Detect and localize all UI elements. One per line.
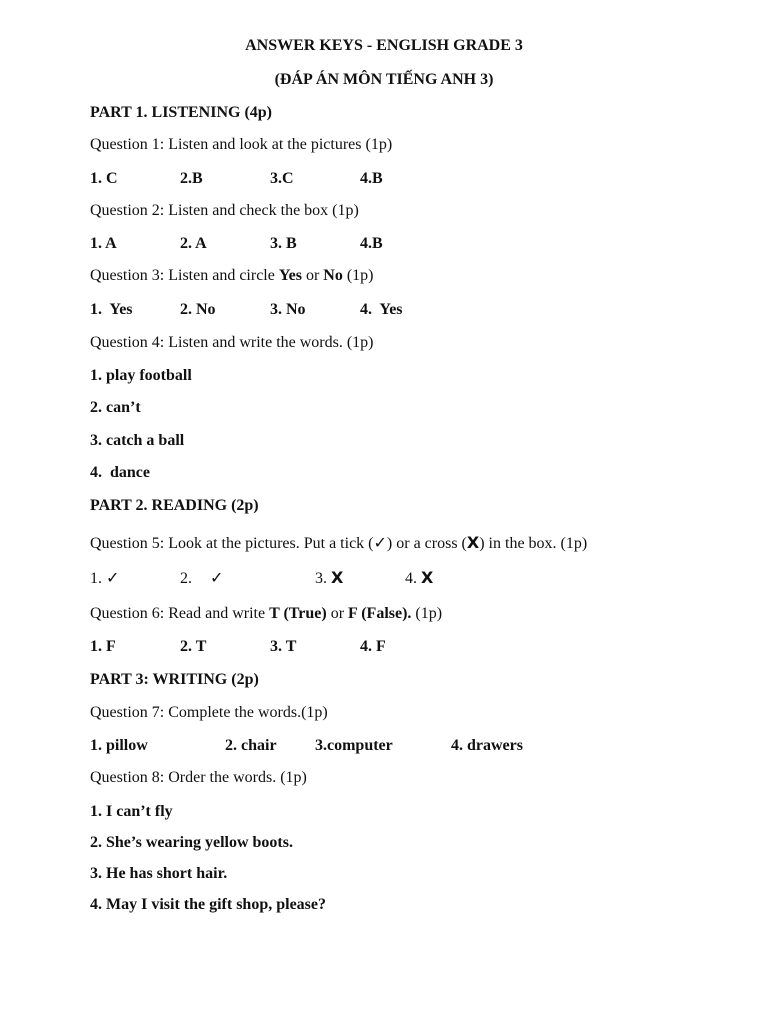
answer-item: 1. Yes [90,301,133,318]
prompt-text: Question 3: Listen and circle [90,267,279,284]
prompt-text: or [326,605,349,622]
question-5-prompt [90,533,587,554]
answer-item: 4. Yes [360,301,403,318]
answer-item: 4.B [360,235,383,252]
answer-item: 3. No [270,301,306,318]
part-3-heading: PART 3: WRITING (2p) [90,671,259,688]
answer-item: 3.computer [315,737,393,754]
question-6-answers [0,637,768,657]
question-7-prompt: Question 7: Complete the words.(1p) [90,704,328,721]
part-2-heading: PART 2. READING (2p) [90,497,259,514]
answer-item [90,568,119,589]
prompt-emphasis-no: No [323,267,343,284]
answer-item: 2. A [180,235,207,252]
answer-item: 1. F [90,638,116,655]
answer-item: 1. C [90,170,118,187]
prompt-text: (1p) [411,605,443,622]
answer-number: 4. [405,570,417,587]
question-2-answers [0,234,768,254]
answer-item: 1. play football [90,367,192,384]
prompt-emphasis-false: F (False). [348,605,412,622]
tick-icon: ✓ [210,568,224,587]
answer-item: 4. F [360,638,386,655]
answer-item: 4.B [360,170,383,187]
answer-item: 2. T [180,638,207,655]
answer-number: 1. [90,570,102,587]
question-8-prompt: Question 8: Order the words. (1p) [90,769,307,786]
cross-icon: X [466,533,480,552]
tick-icon: ✓ [106,568,120,587]
answer-item: 2. chair [225,737,277,754]
question-1-prompt: Question 1: Listen and look at the pictures (1p) [90,136,393,153]
answer-item: 2.B [180,170,203,187]
answer-number: 3. [315,570,327,587]
answer-item [180,568,223,589]
prompt-text: (1p) [342,267,374,284]
prompt-text: or [301,267,324,284]
answer-item: 4. drawers [451,737,523,754]
question-2-prompt: Question 2: Listen and check the box (1p) [90,202,359,219]
answer-item: 2. No [180,301,216,318]
answer-item: 4. dance [90,464,150,481]
answer-item: 1. I can’t fly [90,803,173,820]
prompt-text: ) in the box. (1p) [479,535,588,552]
answer-number: 2. [180,570,192,587]
answer-item: 3. B [270,235,297,252]
prompt-emphasis-true: T (True) [269,605,327,622]
answer-item: 1. pillow [90,737,148,754]
prompt-text: Question 5: Look at the pictures. Put a tick ( [90,535,374,552]
question-6-prompt [90,604,442,624]
cross-icon: X [331,568,344,587]
question-5-answers [0,568,768,588]
answer-item: 3. catch a ball [90,432,185,449]
prompt-emphasis-yes: Yes [278,267,302,284]
document-title: ANSWER KEYS - ENGLISH GRADE 3 [245,37,523,54]
answer-item: 4. May I visit the gift shop, please? [90,896,326,913]
answer-item: 2. can’t [90,399,141,416]
cross-icon: X [421,568,434,587]
answer-item: 2. She’s wearing yellow boots. [90,834,293,851]
document-subtitle: (ĐÁP ÁN MÔN TIẾNG ANH 3) [274,71,494,88]
tick-icon: ✓ [373,533,387,552]
answer-item: 3. He has short hair. [90,865,228,882]
question-1-answers [0,169,768,189]
question-3-prompt [90,266,374,286]
answer-item: 3.C [270,170,294,187]
question-3-answers [0,300,768,320]
question-7-answers [0,736,768,756]
answer-item: 1. A [90,235,117,252]
answer-item [405,568,433,589]
prompt-text: ) or a cross ( [386,535,467,552]
answer-item [315,568,343,589]
question-4-prompt: Question 4: Listen and write the words. (1p) [90,334,374,351]
prompt-text: Question 6: Read and write [90,605,270,622]
answer-item: 3. T [270,638,297,655]
part-1-heading: PART 1. LISTENING (4p) [90,104,272,121]
